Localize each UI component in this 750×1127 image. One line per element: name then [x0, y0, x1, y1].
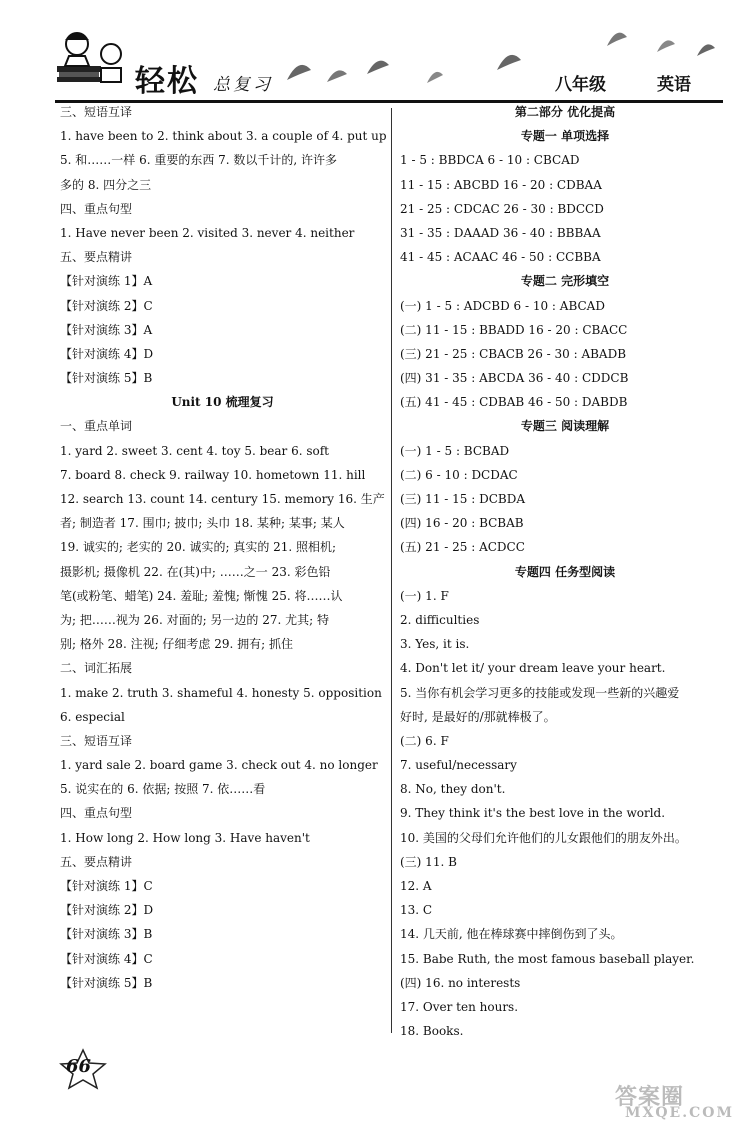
- right-text-line: (五) 21 - 25 : ACDCC: [400, 540, 525, 555]
- right-text-line: 8. No, they don't.: [400, 782, 506, 797]
- right-text-line: 18. Books.: [400, 1024, 464, 1039]
- left-text-line: 【针对演练 5】B: [60, 975, 153, 990]
- left-text-line: 6. especial: [60, 709, 125, 724]
- left-text-line: 五、要点精讲: [60, 854, 133, 869]
- left-text-line: 多的 8. 四分之三: [60, 177, 152, 192]
- left-text-line: 5. 和……一样 6. 重要的东西 7. 数以千计的, 许许多: [60, 153, 338, 168]
- right-text-line: 31 - 35 : DAAAD 36 - 40 : BBBAA: [400, 225, 601, 240]
- kids-reading-illustration: [55, 28, 135, 84]
- right-text-line: 41 - 45 : ACAAC 46 - 50 : CCBBA: [400, 250, 601, 265]
- left-text-line: 者; 制造者 17. 围巾; 披巾; 头巾 18. 某种; 某事; 某人: [60, 516, 345, 531]
- right-text-line: 15. Babe Ruth, the most famous baseball player.: [400, 951, 695, 966]
- leaf-icon: [425, 68, 445, 86]
- right-text-line: 3. Yes, it is.: [400, 637, 470, 652]
- right-text-line: (二) 6 - 10 : DCDAC: [400, 467, 518, 482]
- left-text-line: 5. 说实在的 6. 依据; 按照 7. 依……看: [60, 782, 266, 797]
- right-text-line: 12. A: [400, 879, 432, 893]
- right-text-line: (三) 21 - 25 : CBACB 26 - 30 : ABADB: [400, 346, 627, 361]
- right-text-line: (一) 1 - 5 : ADCBD 6 - 10 : ABCAD: [400, 298, 605, 313]
- right-text-line: 4. Don't let it/ your dream leave your heart.: [400, 661, 666, 676]
- grade-label: 八年级: [555, 75, 606, 95]
- left-text-line: 三、短语互译: [60, 733, 133, 748]
- left-text-line: 笔(或粉笔、蜡笔) 24. 羞耻; 羞愧; 惭愧 25. 将……认: [60, 588, 343, 603]
- page-number: 66: [66, 1056, 92, 1077]
- right-text-line: (一) 1 - 5 : BCBAD: [400, 443, 510, 458]
- watermark-logo: 答案圈: [615, 1084, 685, 1110]
- right-text-line: 10. 美国的父母们允许他们的儿女跟他们的朋友外出。: [400, 830, 687, 845]
- right-text-line: 9. They think it's the best love in the world.: [400, 806, 666, 821]
- right-section-heading: 第二部分 优化提高: [514, 105, 616, 119]
- brand-title: 轻松: [135, 64, 199, 99]
- right-text-line: 1 - 5 : BBDCA 6 - 10 : CBCAD: [400, 153, 580, 168]
- right-text-line: 13. C: [400, 903, 433, 918]
- right-section-heading: 专题二 完形填空: [520, 274, 610, 289]
- right-text-line: 好时, 是最好的/那就棒极了。: [400, 709, 556, 724]
- left-text-line: 19. 诚实的; 老实的 20. 诚实的; 真实的 21. 照相机;: [60, 540, 337, 555]
- left-text-line: 【针对演练 5】B: [60, 371, 153, 386]
- left-text-line: 1. yard sale 2. board game 3. check out 4. no longer: [60, 758, 378, 773]
- right-text-line: 14. 几天前, 他在棒球赛中摔倒伤到了头。: [400, 927, 623, 942]
- left-section-heading: Unit 10 梳理复习: [171, 395, 274, 410]
- leaf-icon: [495, 50, 523, 74]
- right-section-heading: 专题一 单项选择: [520, 129, 610, 144]
- left-text-line: 【针对演练 1】C: [60, 879, 153, 893]
- leaf-icon: [325, 66, 349, 86]
- left-text-line: 一、重点单词: [60, 419, 133, 434]
- left-text-line: 五、要点精讲: [60, 250, 133, 265]
- left-text-line: 7. board 8. check 9. railway 10. hometown 11. hill: [60, 467, 366, 482]
- leaf-icon: [285, 60, 313, 84]
- right-section-heading: 专题三 阅读理解: [520, 419, 610, 434]
- right-text-line: 21 - 25 : CDCAC 26 - 30 : BDCCD: [400, 201, 604, 216]
- left-text-line: 二、词汇拓展: [60, 661, 133, 676]
- left-text-line: 为; 把……视为 26. 对面的; 另一边的 27. 尤其; 特: [60, 612, 329, 627]
- right-text-line: (四) 16 - 20 : BCBAB: [400, 516, 524, 531]
- column-divider: [391, 108, 392, 1033]
- left-text-line: 四、重点句型: [60, 806, 133, 821]
- left-text-line: 1. make 2. truth 3. shameful 4. honesty 5. opposition: [60, 685, 382, 700]
- left-text-line: 别; 格外 28. 注视; 仔细考虑 29. 拥有; 抓住: [60, 637, 293, 652]
- page-header: [0, 0, 750, 100]
- leaf-icon: [365, 56, 391, 78]
- left-text-line: 1. How long 2. How long 3. Have haven't: [60, 830, 310, 845]
- right-text-line: (四) 16. no interests: [400, 975, 521, 990]
- left-text-line: 【针对演练 4】C: [60, 951, 153, 966]
- left-text-line: 12. search 13. count 14. century 15. memory 16. 生产: [60, 492, 385, 506]
- right-text-line: (一) 1. F: [400, 588, 449, 603]
- left-column: [60, 100, 385, 995]
- right-section-heading: 专题四 任务型阅读: [514, 564, 616, 579]
- right-text-line: (三) 11 - 15 : DCBDA: [400, 492, 525, 506]
- left-text-line: 【针对演练 4】D: [60, 346, 154, 361]
- left-text-line: 【针对演练 3】B: [60, 927, 153, 942]
- right-text-line: (四) 31 - 35 : ABCDA 36 - 40 : CDDCB: [400, 371, 629, 386]
- watermark-url: MXQE.COM: [625, 1105, 734, 1121]
- right-text-line: 17. Over ten hours.: [400, 999, 519, 1014]
- left-text-line: 【针对演练 3】A: [60, 322, 153, 337]
- leaf-icon: [655, 36, 677, 56]
- right-text-line: 5. 当你有机会学习更多的技能或发现一些新的兴趣爱: [400, 685, 680, 700]
- left-text-line: 1. Have never been 2. visited 3. never 4. neither: [60, 225, 355, 240]
- left-text-line: 1. yard 2. sweet 3. cent 4. toy 5. bear 6. soft: [60, 443, 329, 458]
- right-text-line: 2. difficulties: [400, 612, 480, 627]
- left-text-line: 【针对演练 2】D: [60, 903, 154, 918]
- brand-subtitle: 总复习: [213, 75, 273, 95]
- right-text-line: (二) 11 - 15 : BBADD 16 - 20 : CBACC: [400, 322, 628, 337]
- left-text-line: 三、短语互译: [60, 105, 133, 119]
- left-text-line: 1. have been to 2. think about 3. a couple of 4. put up: [60, 129, 387, 144]
- left-text-line: 摄影机; 摄像机 22. 在(其)中; ……之一 23. 彩色铅: [60, 564, 331, 579]
- right-column: [400, 100, 730, 1043]
- right-text-line: (五) 41 - 45 : CDBAB 46 - 50 : DABDB: [400, 395, 628, 410]
- right-text-line: 7. useful/necessary: [400, 758, 517, 773]
- left-text-line: 【针对演练 1】A: [60, 274, 153, 289]
- right-text-line: (二) 6. F: [400, 733, 449, 748]
- leaf-icon: [605, 28, 629, 50]
- right-text-line: (三) 11. B: [400, 854, 457, 869]
- left-text-line: 【针对演练 2】C: [60, 298, 153, 313]
- leaf-icon: [695, 40, 717, 60]
- subject-label: 英语: [657, 75, 691, 95]
- left-text-line: 四、重点句型: [60, 201, 133, 216]
- right-text-line: 11 - 15 : ABCBD 16 - 20 : CDBAA: [400, 177, 602, 192]
